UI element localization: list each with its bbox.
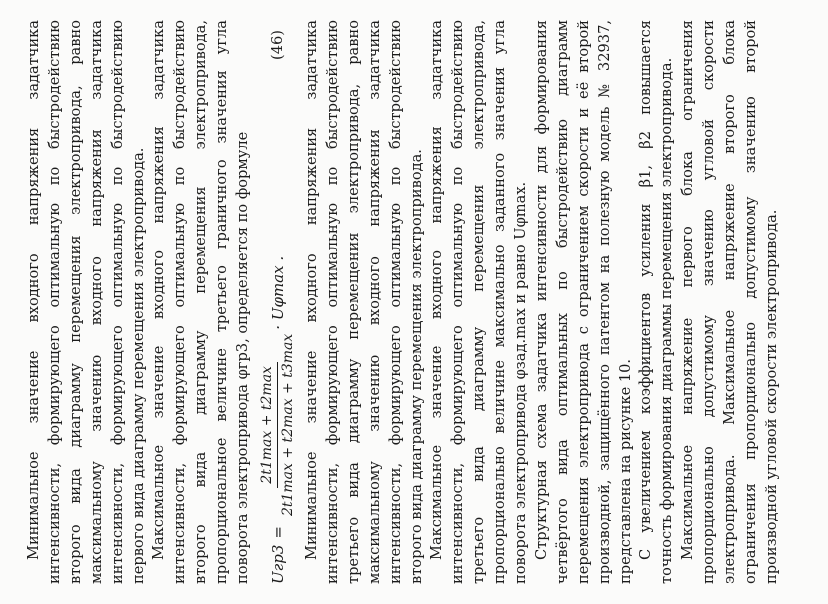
formula-number: (46) (268, 30, 286, 60)
formula-lhs: Uгр3 (268, 544, 287, 584)
formula-rhs: · Uφmax . (268, 255, 287, 330)
formula-fraction (258, 330, 297, 520)
paragraph-max-voltage-second-type: Максимальное значение входного напряжения задатчика интенсивности, формирующего оптимальную по быстродействию второго вида диаграмму перемещения электропривода, пропорциональное величине третьего граничного значения угла поворота электропривода φгр3, определяется по формуле (150, 20, 252, 584)
formula-denominator: 2t1max + t2max + t3max (280, 333, 297, 517)
paragraph-min-voltage-second-type: Минимальное значение входного напряжения задатчика интенсивности, формирующего оптимальную по быстродействию второго вида диаграмму перемещения электропривода, равно максимальному значению входного напряжения задатчика интенсивности, формирующего оптимальную по быстродействию первого вида диаграмму перемещения электропривода. (25, 20, 147, 584)
formula-equals: = (268, 526, 287, 539)
paragraph-gain-coefficients: С увеличением коэффициентов усиления β1, β2 повышается точность формирования диаграммы перемещения электропривода. (637, 20, 676, 584)
paragraph-min-voltage-third-type: Минимальное значение входного напряжения задатчика интенсивности, формирующего оптимальную по быстродействию третьего вида диаграмму перемещения электропривода, равно максимальному значению входного напряжения задатчика интенсивности, формирующего оптимальную по быстродействию второго вида диаграмму перемещения электропривода. (302, 20, 425, 584)
paragraph-limiter-voltages: Максимальное напряжение первого блока ограничения пропорционально допустимому значению угловой скорости электропривода. Максимальное напряжение второго блока ограничения пропорционально допустимому значению второй производной угловой скорости электропривода. (679, 20, 780, 584)
formula-46 (255, 20, 301, 584)
paragraph-structure-scheme: Структурная схема задатчика интенсивности для формирования четвёртого вида оптимальных по быстродействию диаграмм перемещения электропривода с ограничением скорости и её второй производной, защищённого патентом на полезную модель № 32937, представлена на рисунке 10. (532, 20, 634, 584)
formula-numerator: 2t1max + t2max (258, 362, 278, 488)
paragraph-max-voltage-third-type: Максимальное значение входного напряжения задатчика интенсивности, формирующего оптимальную по быстродействию третьего вида диаграмму перемещения электропривода, пропорционально величине максимально заданного значения угла поворота электропривода φзад.max и равно Uφmax. (428, 20, 530, 584)
rotated-book-page (10, 12, 818, 592)
